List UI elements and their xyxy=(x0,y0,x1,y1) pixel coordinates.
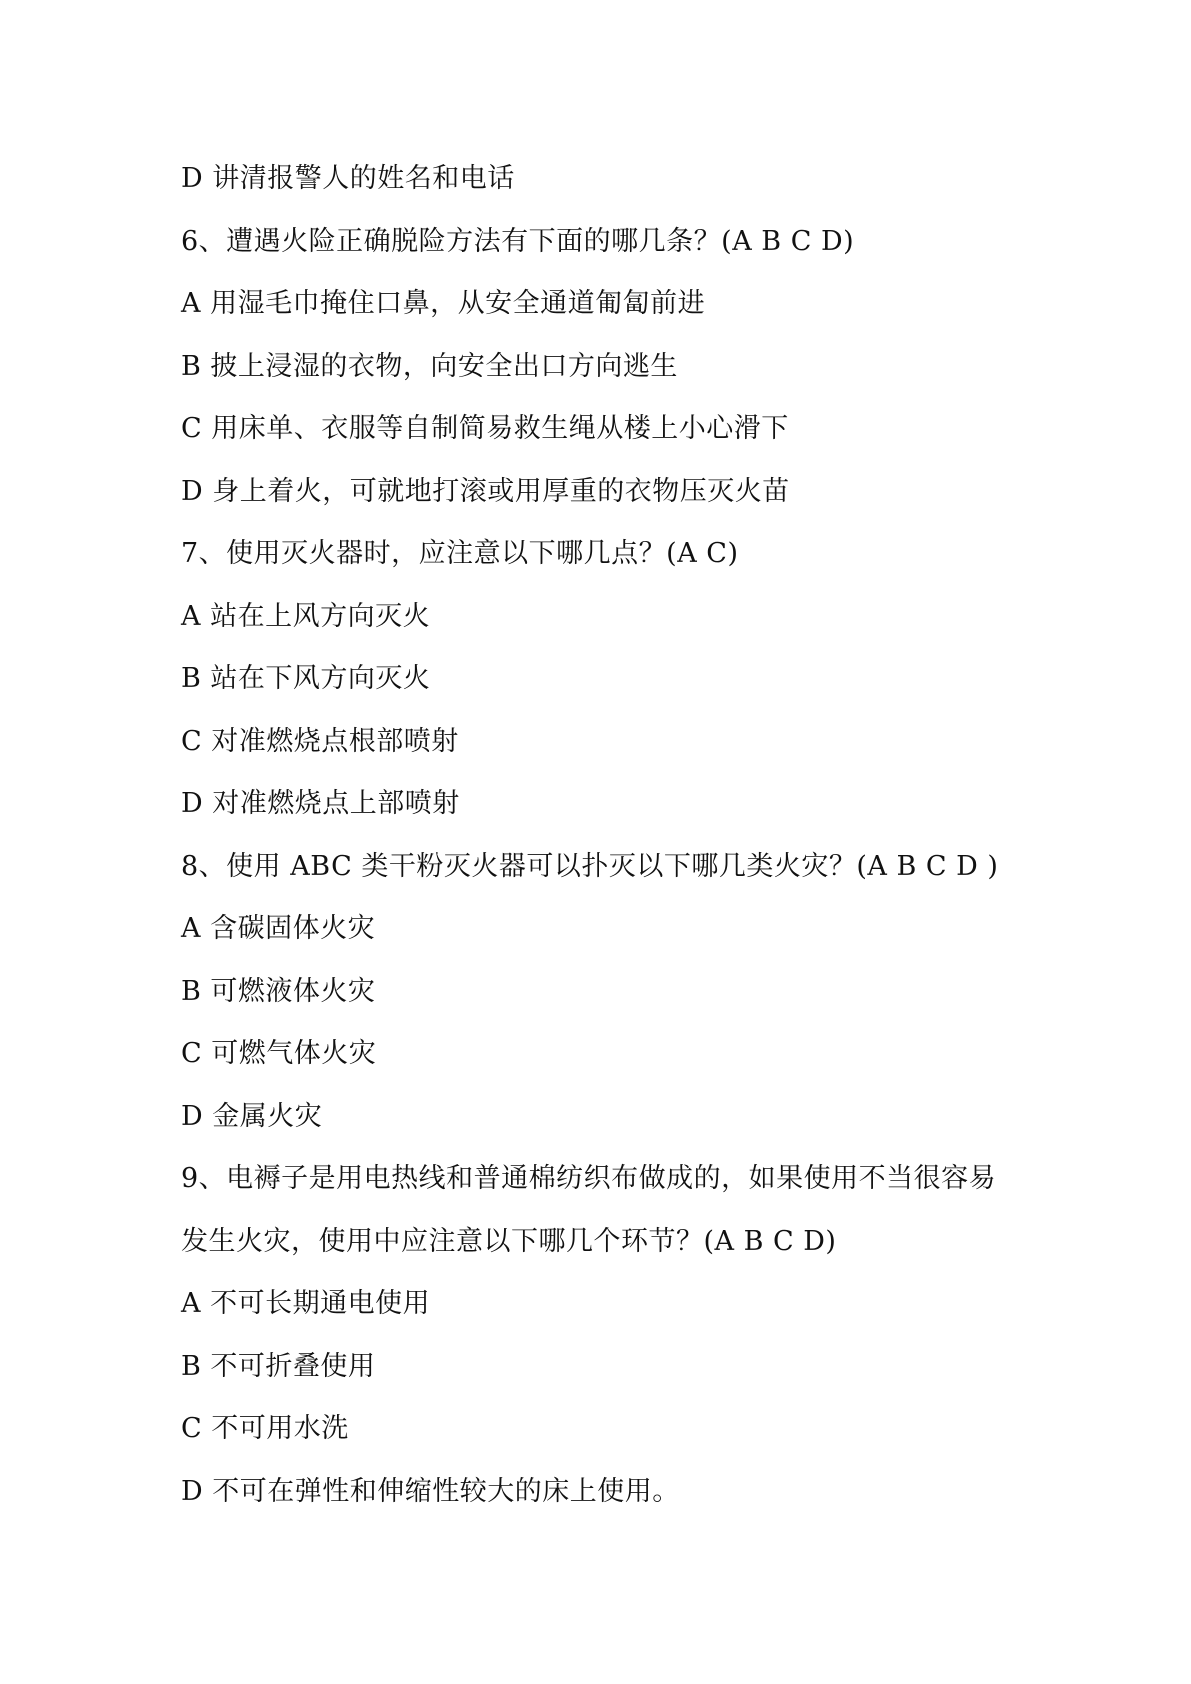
option-8-d: D 金属火灾 xyxy=(181,1100,323,1132)
option-9-b: B 不可折叠使用 xyxy=(181,1350,376,1382)
option-5-d: D 讲清报警人的姓名和电话 xyxy=(181,163,515,194)
document-body xyxy=(181,148,1041,1523)
option-8-b: B 可燃液体火灾 xyxy=(181,975,376,1007)
question-8: 8、使用 ABC 类干粉灭火器可以扑灭以下哪几类火灾？(A B C D ) xyxy=(181,850,999,882)
option-7-c: C 对准燃烧点根部喷射 xyxy=(181,725,459,757)
question-9-line-2: 发生火灾，使用中应注意以下哪几个环节？(A B C D) xyxy=(181,1225,837,1257)
question-7: 7、使用灭火器时，应注意以下哪几点？(A C) xyxy=(181,538,739,569)
option-8-c: C 可燃气体火灾 xyxy=(181,1038,377,1069)
option-9-a: A 不可长期通电使用 xyxy=(181,1288,431,1319)
option-6-c: C 用床单、衣服等自制简易救生绳从楼上小心滑下 xyxy=(181,413,789,444)
question-6: 6、遭遇火险正确脱险方法有下面的哪几条？(A B C D) xyxy=(181,225,855,257)
option-6-a: A 用湿毛巾掩住口鼻，从安全通道匍匐前进 xyxy=(181,288,706,319)
option-7-b: B 站在下风方向灭火 xyxy=(181,663,431,694)
option-8-a: A 含碳固体火灾 xyxy=(181,913,376,944)
question-9-line-1: 9、电褥子是用电热线和普通棉纺织布做成的，如果使用不当很容易 xyxy=(181,1163,997,1194)
option-7-a: A 站在上风方向灭火 xyxy=(181,600,431,632)
option-9-d: D 不可在弹性和伸缩性较大的床上使用。 xyxy=(181,1475,680,1507)
option-6-b: B 披上浸湿的衣物，向安全出口方向逃生 xyxy=(181,350,678,382)
option-9-c: C 不可用水洗 xyxy=(181,1413,349,1444)
option-7-d: D 对准燃烧点上部喷射 xyxy=(181,788,460,819)
option-6-d: D 身上着火，可就地打滚或用厚重的衣物压灭火苗 xyxy=(181,475,790,507)
